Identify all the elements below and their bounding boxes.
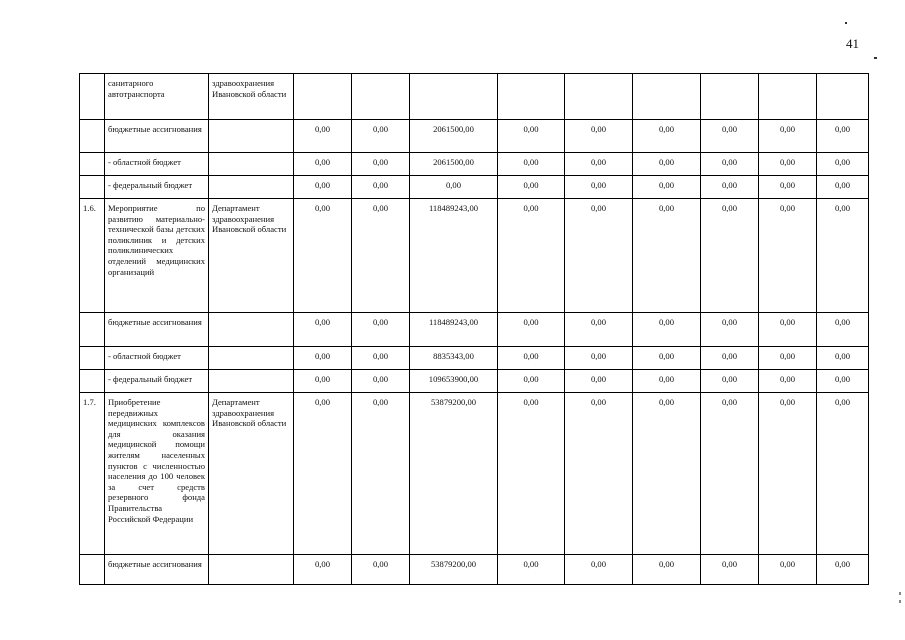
row-amount: 0,00 [759,555,817,585]
table-row-subtotal [80,370,869,393]
row-amount: 0,00 [701,176,759,199]
row-responsible [209,176,294,199]
row-description: бюджетные ассигнования [105,313,209,347]
row-amount: 0,00 [565,120,633,153]
row-amount: 0,00 [294,347,352,370]
row-amount: 0,00 [352,199,410,313]
row-responsible [209,120,294,153]
row-amount: 0,00 [817,120,869,153]
row-responsible [209,347,294,370]
row-index [80,120,105,153]
row-amount: 0,00 [633,313,701,347]
row-responsible [209,370,294,393]
row-amount: 0,00 [565,555,633,585]
row-amount: 0,00 [294,199,352,313]
row-amount: 0,00 [352,176,410,199]
scan-speck [899,600,901,603]
row-responsible [209,313,294,347]
row-amount: 0,00 [817,176,869,199]
row-amount [633,74,701,120]
row-amount: 0,00 [759,176,817,199]
row-amount: 0,00 [701,313,759,347]
row-amount: 0,00 [352,120,410,153]
row-amount [294,74,352,120]
row-amount: 0,00 [565,313,633,347]
row-amount: 0,00 [352,370,410,393]
row-amount: 0,00 [498,347,565,370]
table-row-item [80,393,869,555]
row-amount: 0,00 [294,555,352,585]
row-amount: 0,00 [759,393,817,555]
row-description: - областной бюджет [105,347,209,370]
row-amount: 0,00 [352,313,410,347]
row-description: санитарного автотранспорта [105,74,209,120]
row-amount: 0,00 [817,555,869,585]
row-amount: 0,00 [759,347,817,370]
row-amount [352,74,410,120]
row-amount: 0,00 [498,176,565,199]
row-responsible [209,153,294,176]
row-description: Мероприятие по развитию материально-технической базы детских поликлиник и детских поликлинических отделений медицинских организаций [105,199,209,313]
row-amount [565,74,633,120]
row-amount: 0,00 [565,153,633,176]
row-responsible: Департамент здравоохранения Ивановской области [209,393,294,555]
scan-speck [899,592,901,595]
row-amount: 0,00 [701,347,759,370]
row-amount: 0,00 [633,153,701,176]
row-amount: 8835343,00 [410,347,498,370]
row-amount: 0,00 [633,199,701,313]
row-index [80,153,105,176]
row-amount [701,74,759,120]
row-amount: 0,00 [817,313,869,347]
row-index [80,176,105,199]
row-amount: 0,00 [352,153,410,176]
table-row-subtotal [80,347,869,370]
row-responsible: здравоохранения Ивановской области [209,74,294,120]
row-description: бюджетные ассигнования [105,120,209,153]
row-responsible: Департамент здравоохранения Ивановской области [209,199,294,313]
row-amount: 0,00 [633,120,701,153]
row-amount: 2061500,00 [410,153,498,176]
row-index [80,347,105,370]
row-amount: 53879200,00 [410,555,498,585]
scan-speck [874,57,877,59]
row-amount: 0,00 [565,347,633,370]
row-amount: 0,00 [701,199,759,313]
row-amount [498,74,565,120]
table-row-subtotal [80,176,869,199]
row-amount: 118489243,00 [410,199,498,313]
row-amount: 0,00 [701,555,759,585]
row-amount: 0,00 [352,347,410,370]
row-amount: 0,00 [565,370,633,393]
row-amount [410,74,498,120]
row-amount [817,74,869,120]
row-responsible [209,555,294,585]
row-amount: 0,00 [701,393,759,555]
row-amount: 118489243,00 [410,313,498,347]
row-amount: 0,00 [701,153,759,176]
table-row-continuation [80,74,869,120]
row-amount: 0,00 [498,313,565,347]
row-amount: 0,00 [352,393,410,555]
row-amount: 0,00 [633,393,701,555]
row-amount: 2061500,00 [410,120,498,153]
row-amount: 0,00 [633,176,701,199]
row-amount: 0,00 [633,370,701,393]
row-amount: 0,00 [498,555,565,585]
row-amount: 0,00 [410,176,498,199]
scan-speck [845,22,847,24]
row-amount: 0,00 [565,176,633,199]
row-description: - областной бюджет [105,153,209,176]
row-amount: 0,00 [701,120,759,153]
row-amount: 0,00 [565,393,633,555]
row-amount: 0,00 [633,347,701,370]
budget-table [79,73,869,585]
row-amount: 0,00 [498,199,565,313]
row-amount: 0,00 [817,199,869,313]
row-amount: 0,00 [759,199,817,313]
row-amount: 0,00 [498,153,565,176]
row-amount: 0,00 [759,153,817,176]
row-amount: 0,00 [294,176,352,199]
table-row-item [80,199,869,313]
row-amount: 0,00 [294,313,352,347]
row-amount: 0,00 [352,555,410,585]
row-index [80,74,105,120]
row-amount: 0,00 [759,313,817,347]
row-amount: 0,00 [498,120,565,153]
row-amount: 0,00 [759,370,817,393]
row-description: бюджетные ассигнования [105,555,209,585]
row-amount [759,74,817,120]
page-number: 41 [846,36,859,51]
table-row-subtotal [80,153,869,176]
table-row-subtotal [80,120,869,153]
row-amount: 0,00 [498,393,565,555]
row-description: - федеральный бюджет [105,176,209,199]
row-amount: 0,00 [817,393,869,555]
row-amount: 0,00 [294,370,352,393]
row-description: Приобретение передвижных медицинских комплексов для оказания медицинской помощи жителям населенных пунктов с численностью населения до 100 человек за счет средств резервного фонда Правительства Российской Федерации [105,393,209,555]
row-amount: 0,00 [759,120,817,153]
row-index [80,555,105,585]
table-row-subtotal [80,313,869,347]
row-amount: 0,00 [498,370,565,393]
row-description: - федеральный бюджет [105,370,209,393]
row-amount: 0,00 [294,120,352,153]
row-amount: 0,00 [633,555,701,585]
table-row-subtotal [80,555,869,585]
row-index [80,313,105,347]
row-amount: 0,00 [817,153,869,176]
row-index: 1.6. [80,199,105,313]
row-amount: 0,00 [701,370,759,393]
row-amount: 109653900,00 [410,370,498,393]
row-amount: 0,00 [565,199,633,313]
row-amount: 53879200,00 [410,393,498,555]
row-amount: 0,00 [817,370,869,393]
row-index: 1.7. [80,393,105,555]
row-amount: 0,00 [817,347,869,370]
row-amount: 0,00 [294,153,352,176]
row-index [80,370,105,393]
row-amount: 0,00 [294,393,352,555]
